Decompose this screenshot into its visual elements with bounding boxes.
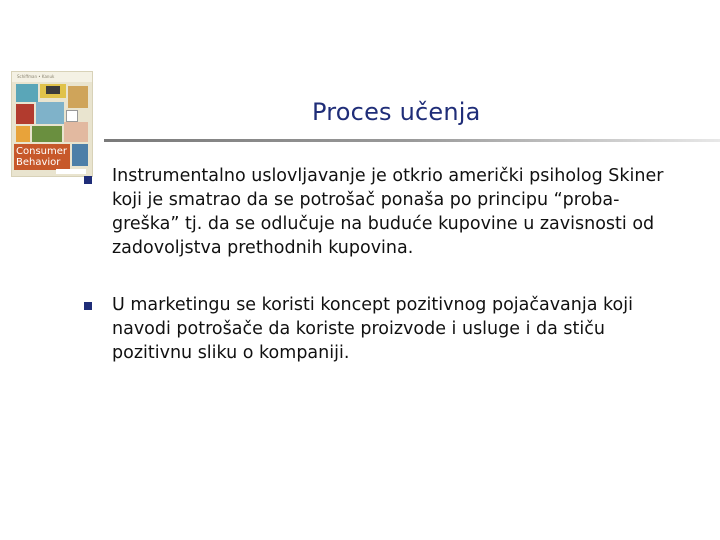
bullet-marker [84,302,92,310]
bullet-marker [84,176,92,184]
cover-label-tag [56,169,86,174]
cover-collage-block [36,102,64,124]
cover-collage-block [16,84,38,102]
cover-title-line2: Behavior [16,157,61,168]
cover-collage-block [46,86,60,94]
cover-author-text: Schiffman • Kanuk [17,74,55,79]
cover-collage-block [68,86,88,108]
cover-collage-block [64,122,88,142]
slide-title: Proces učenja [312,98,481,126]
cover-collage-block [32,126,62,142]
cover-collage-block [16,104,34,124]
title-divider [104,139,720,142]
bullet-text-2: U marketingu se koristi koncept pozitivnog pojačavanja koji navodi potrošače da koriste proizvode i usluge i da stiču pozitivnu sliku o kompaniji. [112,295,633,363]
cover-title-line1: Consumer [16,146,67,157]
cover-collage-block [66,110,78,122]
bullet-text-1: Instrumentalno uslovljavanje je otkrio američki psiholog Skiner koji je smatrao da se potrošač ponaša po principu “proba-greška” tj. da se odlučuje na buduće kupovine u zavisnosti od zadovoljstva prethodnih kupovina. [112,166,664,258]
book-cover-image [12,72,92,176]
cover-collage-block [72,144,88,166]
cover-collage-block [16,126,30,142]
